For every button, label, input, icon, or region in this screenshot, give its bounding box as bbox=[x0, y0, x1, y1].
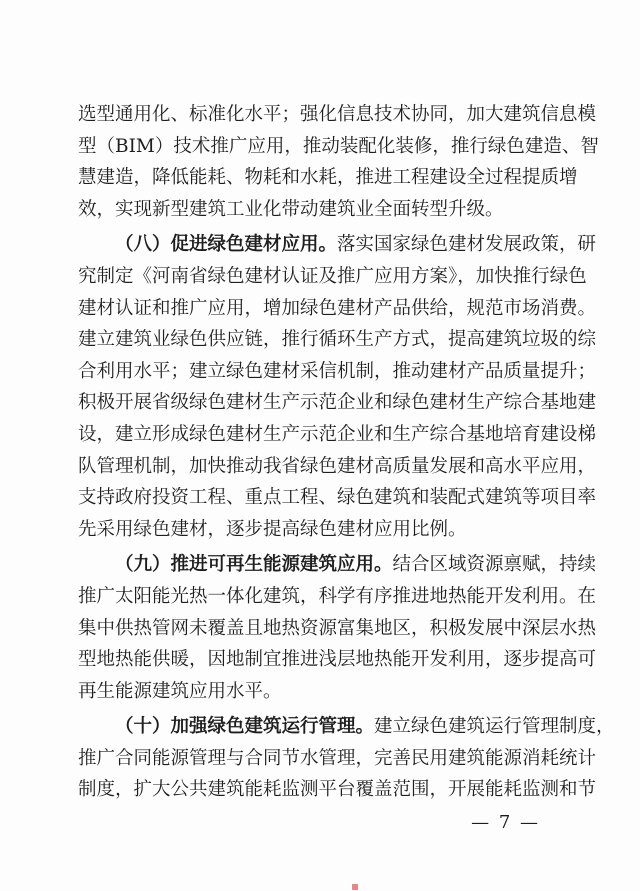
text-line: 再生能源建筑应用水平。 bbox=[78, 680, 282, 702]
text-line: 积极开展省级绿色建材生产示范企业和绿色建材生产综合基地建 bbox=[78, 392, 597, 414]
section-heading: （十）加强绿色建筑运行管理。 bbox=[115, 716, 375, 738]
paragraph-first-line bbox=[78, 549, 597, 581]
text-line: 型地热能供暖，因地制宜推进浅层地热能开发利用，逐步提高可 bbox=[78, 649, 597, 671]
text-line: 建材认证和推广应用，增加绿色建材产品供给，规范市场消费。 bbox=[78, 297, 597, 319]
text-line: 建立建筑业绿色供应链，推行循环生产方式，提高建筑垃圾的综 bbox=[78, 329, 597, 351]
text-line: 推广太阳能光热一体化建筑，科学有序推进地热能开发利用。在 bbox=[78, 585, 597, 607]
text-run: 落实国家绿色建材发展政策，研 bbox=[337, 234, 597, 256]
paragraph-first-line bbox=[78, 229, 597, 261]
section-heading: （八）促进绿色建材应用。 bbox=[115, 234, 338, 256]
text-line: 队管理机制，加快推动我省绿色建材高质量发展和高水平应用， bbox=[78, 455, 597, 477]
paragraph-green-building-operation bbox=[78, 711, 615, 806]
text-line: 究制定《河南省绿色建材认证及推广应用方案》，加快推行绿色 bbox=[78, 265, 587, 287]
text-line: 推广合同能源管理与合同节水管理，完善民用建筑能源消耗统计 bbox=[78, 747, 597, 769]
page-number: — 7 — bbox=[471, 812, 540, 833]
text-line: 合利用水平；建立绿色建材采信机制，推动建材产品质量提升； bbox=[78, 360, 597, 382]
document-body bbox=[78, 99, 615, 806]
text-line: 慧建造，降低能耗、物耗和水耗，推进工程建设全过程提质增 bbox=[78, 167, 578, 189]
text-run: 结合区域资源禀赋，持续 bbox=[392, 554, 597, 576]
scan-artifact bbox=[352, 884, 358, 890]
paragraph-renewable-energy bbox=[78, 549, 597, 707]
text-line: 制度，扩大公共建筑能耗监测平台覆盖范围，开展能耗监测和节 bbox=[78, 779, 597, 801]
text-line: 设，建立形成绿色建材生产示范企业和生产综合基地培育建设梯 bbox=[78, 423, 597, 445]
paragraph-green-building-materials bbox=[78, 229, 597, 545]
text-line: 集中供热管网未覆盖且地热资源富集地区，积极发展中深层水热 bbox=[78, 617, 597, 639]
text-line: 选型通用化、标准化水平；强化信息技术协同，加大建筑信息模 bbox=[78, 104, 597, 125]
text-run: 建立绿色建筑运行管理制度， bbox=[374, 716, 615, 738]
paragraph-continuation bbox=[78, 99, 599, 225]
section-heading: （九）推进可再生能源建筑应用。 bbox=[115, 554, 393, 576]
text-line: 支持政府投资工程、重点工程、绿色建筑和装配式建筑等项目率 bbox=[78, 487, 597, 509]
text-line: 型（BIM）技术推广应用，推动装配化装修，推行绿色建造、智 bbox=[78, 135, 599, 157]
paragraph-first-line bbox=[78, 711, 615, 743]
text-line: 先采用绿色建材，逐步提高绿色建材应用比例。 bbox=[78, 518, 467, 540]
text-line: 效，实现新型建筑工业化带动建筑业全面转型升级。 bbox=[78, 198, 504, 220]
